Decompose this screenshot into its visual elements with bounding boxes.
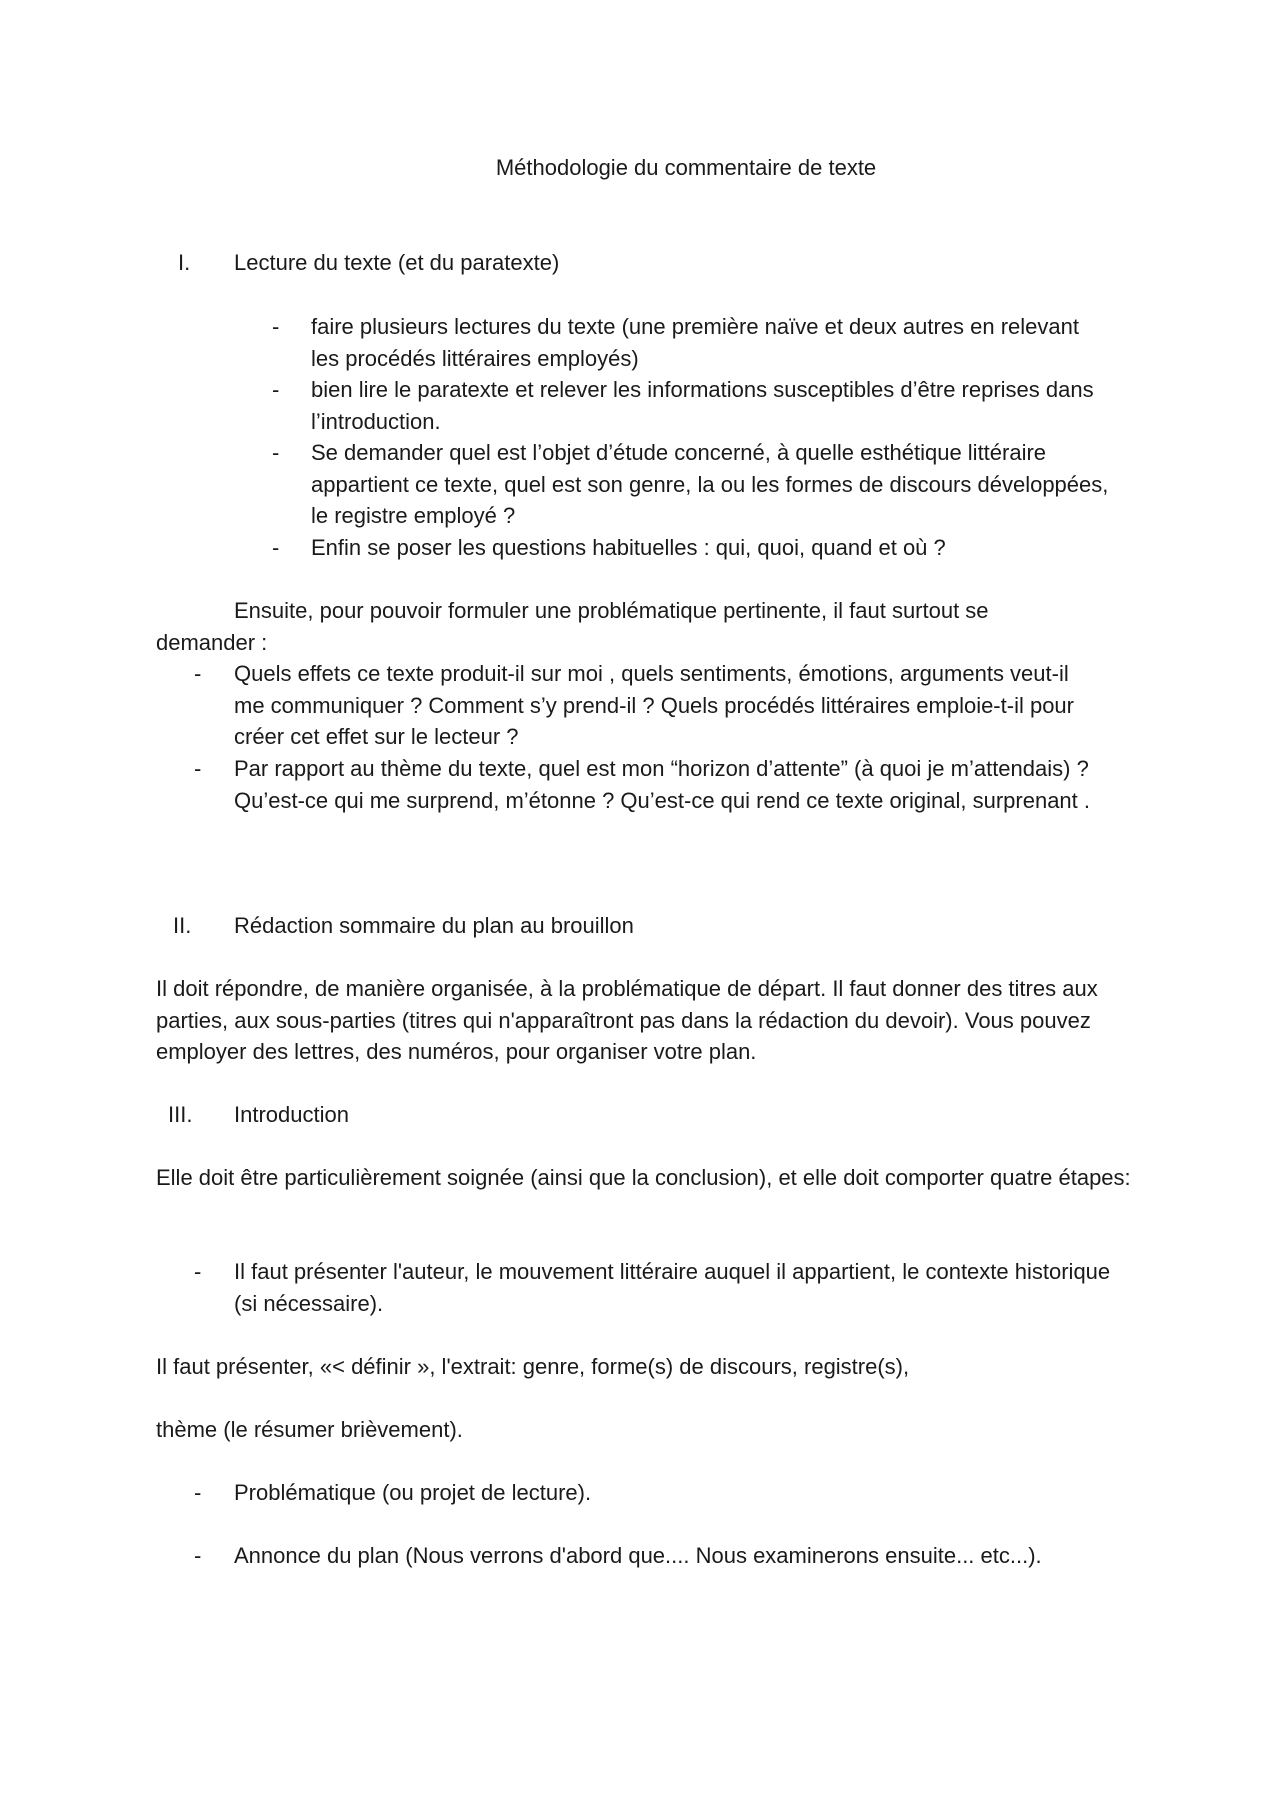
section-2-title: Rédaction sommaire du plan au brouillon xyxy=(234,913,634,938)
list-item: Se demander quel est l’objet d’étude concerné, à quelle esthétique littéraire appartient ce texte, quel est son genre, la ou les formes de discours développées, le registre employé ? xyxy=(311,440,1109,528)
list-item: Quels effets ce texte produit-il sur moi , quels sentiments, émotions, arguments veut-il me communiquer ? Comment s’y prend-il ? Quels procédés littéraires emploie-t-il pour créer cet effet sur le lecteur ? xyxy=(234,661,1074,749)
section-1-number: I. xyxy=(178,250,191,275)
ensuite-paragraph: Ensuite, pour pouvoir formuler une problématique pertinente, il faut surtout se demander : xyxy=(156,598,989,655)
list-dash: - xyxy=(272,314,280,339)
list-item: bien lire le paratexte et relever les informations susceptibles d’être reprises dans l’introduction. xyxy=(311,377,1094,434)
list-item: Il faut présenter l'auteur, le mouvement littéraire auquel il appartient, le contexte historique (si nécessaire). xyxy=(234,1259,1111,1316)
list-dash: - xyxy=(272,377,280,402)
list-dash: - xyxy=(194,1543,202,1568)
section-3-paragraph: Elle doit être particulièrement soignée (ainsi que la conclusion), et elle doit comporter quatre étapes: xyxy=(156,1165,1131,1190)
section-2-paragraph: Il doit répondre, de manière organisée, à la problématique de départ. Il faut donner des titres aux parties, aux sous-parties (titres qui n'apparaîtront pas dans la rédaction du devoir). Vous pouvez employer des lettres, des numéros, pour organiser votre plan. xyxy=(156,976,1098,1064)
list-dash: - xyxy=(194,1259,202,1284)
list-item: Annonce du plan (Nous verrons d'abord que.... Nous examinerons ensuite... etc...). xyxy=(234,1543,1042,1568)
list-item: faire plusieurs lectures du texte (une première naïve et deux autres en relevant les procédés littéraires employés) xyxy=(311,314,1079,371)
list-item: Problématique (ou projet de lecture). xyxy=(234,1480,592,1505)
section-1-title: Lecture du texte (et du paratexte) xyxy=(234,250,560,275)
page-title: Méthodologie du commentaire de texte xyxy=(495,155,877,180)
list-dash: - xyxy=(194,661,202,686)
list-dash: - xyxy=(272,440,280,465)
theme-line: thème (le résumer brièvement). xyxy=(156,1417,463,1442)
extrait-line: Il faut présenter, «< définir », l'extrait: genre, forme(s) de discours, registre(s), xyxy=(156,1354,910,1379)
list-dash: - xyxy=(194,756,202,781)
section-2-number: II. xyxy=(173,913,192,938)
section-3-number: III. xyxy=(168,1102,193,1127)
list-dash: - xyxy=(194,1480,202,1505)
list-item: Enfin se poser les questions habituelles : qui, quoi, quand et où ? xyxy=(311,535,946,560)
list-dash: - xyxy=(272,535,280,560)
section-3-title: Introduction xyxy=(234,1102,349,1127)
list-item: Par rapport au thème du texte, quel est mon “horizon d’attente” (à quoi je m’attendais) ? Qu’est-ce qui me surprend, m’étonne ? Qu’est-ce qui rend ce texte original, surprenant . xyxy=(234,756,1091,813)
